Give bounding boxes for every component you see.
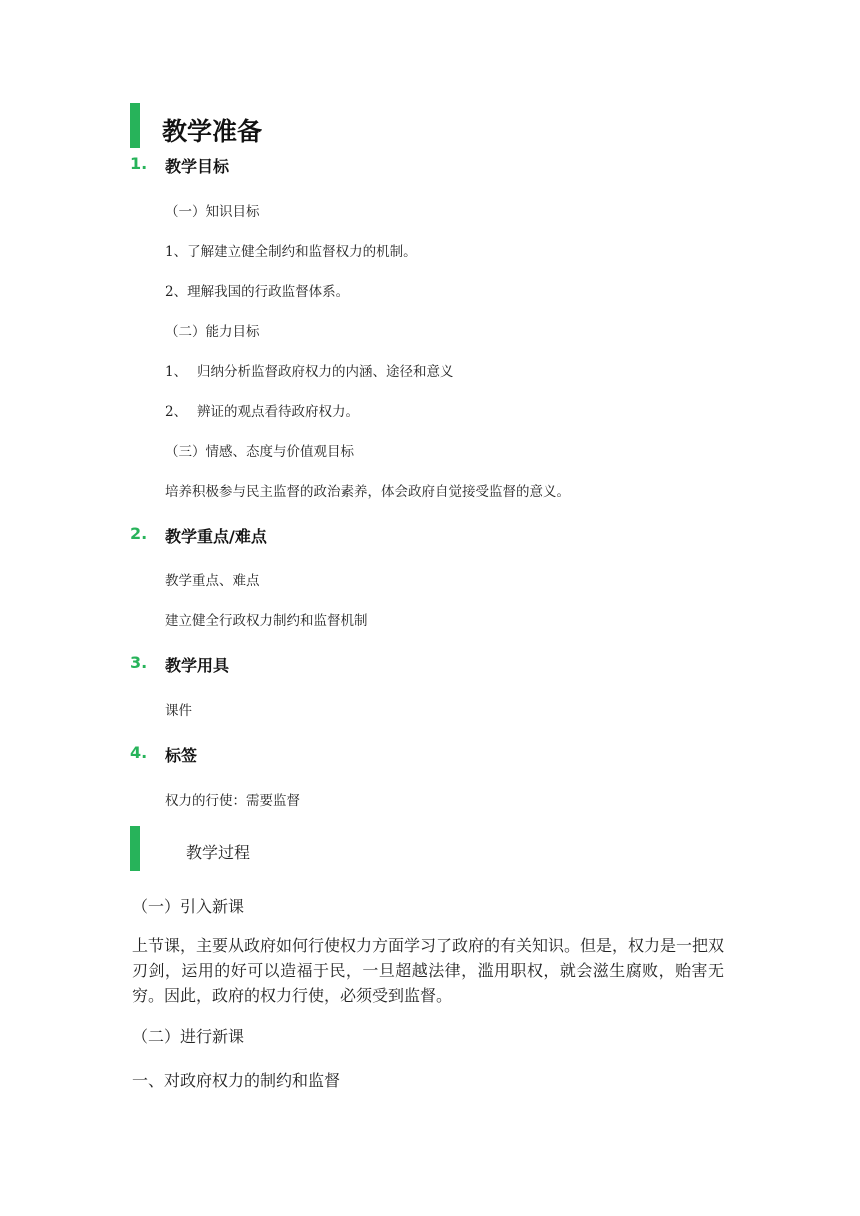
process-heading: 教学过程 — [186, 843, 251, 862]
goal-item: 培养积极参与民主监督的政治素养，体会政府自觉接受监督的意义。 — [165, 484, 570, 500]
part-one-title: 一、对政府权力的制约和监督 — [132, 1071, 341, 1090]
section-number: 4. — [130, 743, 148, 762]
section-number: 1. — [130, 154, 148, 173]
new-lesson-title: （二）进行新课 — [132, 1027, 245, 1046]
heading-accent-bar — [130, 103, 140, 148]
intro-title: （一）引入新课 — [132, 897, 245, 916]
tags-text: 权力的行使：需要监督 — [165, 793, 300, 809]
key-points-text: 建立健全行政权力制约和监督机制 — [165, 613, 368, 629]
goal-subtitle: （二）能力目标 — [165, 324, 260, 340]
goal-item: 辨证的观点看待政府权力。 — [197, 404, 359, 420]
goal-item: 归纳分析监督政府权力的内涵、途径和意义 — [197, 364, 454, 380]
main-heading: 教学准备 — [162, 117, 263, 146]
intro-paragraph: 上节课，主要从政府如何行使权力方面学习了政府的有关知识。但是，权力是一把双刃剑，运用的好可以造福于民，一旦超越法律，滥用职权，就会滋生腐败，贻害无穷。因此，政府的权力行使，必须受到监督。 — [132, 936, 725, 1005]
section-number: 2. — [130, 524, 148, 543]
goal-item: 1、了解建立健全制约和监督权力的机制。 — [165, 244, 417, 260]
goal-item-number: 1、 — [165, 364, 188, 380]
section-title: 教学重点/难点 — [165, 527, 267, 546]
goal-subtitle: （一）知识目标 — [165, 204, 260, 220]
goal-subtitle: （三）情感、态度与价值观目标 — [165, 444, 354, 460]
section-title: 标签 — [165, 746, 198, 765]
goal-item: 2、理解我国的行政监督体系。 — [165, 284, 350, 300]
section-title: 教学用具 — [165, 656, 230, 675]
goal-item-number: 2、 — [165, 404, 188, 420]
section-title: 教学目标 — [165, 157, 230, 176]
tools-text: 课件 — [165, 703, 192, 719]
section-number: 3. — [130, 653, 148, 672]
process-accent-bar — [130, 826, 140, 871]
key-points-label: 教学重点、难点 — [165, 573, 260, 589]
